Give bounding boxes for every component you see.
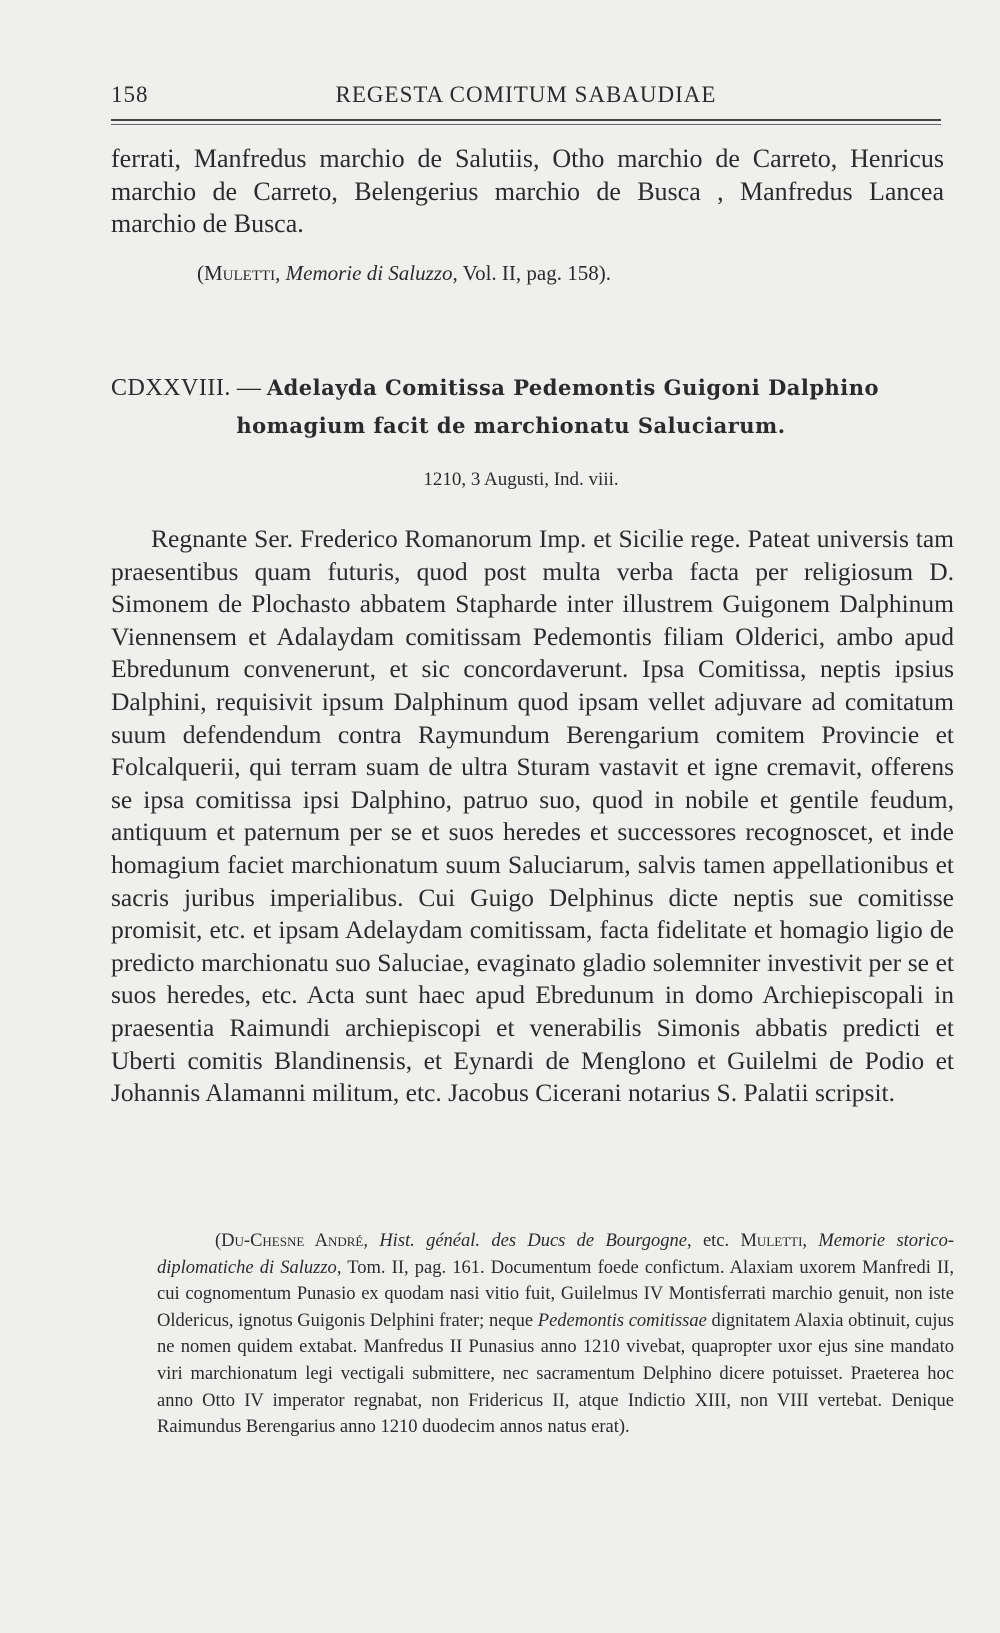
citation-work: Memorie di Saluzzo xyxy=(285,261,453,285)
page-header xyxy=(111,82,941,112)
citation-rest: , Vol. II, pag. 158). xyxy=(452,261,611,285)
document-paragraph: Regnante Ser. Frederico Romanorum Imp. et Sicilie rege. Pateat universis tam praesentibus quam futuris, quod post multa verba facta per religiosum D. Simonem de Plochasto abbatem Stapharde inter illustrem Guigonem Dalphinum Viennensem et Adalaydam comitissam Pedemontis filiam Olderici, ambo apud Ebredunum convenerunt, et sic concordaverunt. Ipsa Comitissa, neptis ipsius Dalphini, requisivit ipsum Dalphinum quod ipsam vellet adjuvare ad comitatum suum defendendum contra Raymundum Berengarium comitem Provincie et Folcalquerii, qui terram suam de ultra Sturam vastavit et igne cremavit, offerens se ipsa comitissa ipsi Dalphino, patruo suo, quod in nobile et gentile feudum, antiquum et paternum per se et suos heredes et successores recognoscet, et inde homagium faciet marchionatum suum Saluciarum, salvis tamen appellationibus et sacris juribus imperialibus. Cui Guigo Delphinus dicte neptis sue comitisse promisit, etc. et ipsam Adelaydam comitissam, facta fidelitate et homagio ligio de predicto marchionatu suo Saluciae, evaginato gladio solemniter investivit per se et suos heredes, etc. Acta sunt haec apud Ebredunum in domo Archiepiscopali in praesentia Raimundi archiepiscopi et venerabilis Simonis abbatis predicti et Uberti comitis Blandinensis, et Eynardi de Menglono et Guilelmi de Podio et Johannis Alamanni militum, etc. Jacobus Cicerani notarius S. Palatii scripsit. xyxy=(111,524,954,1108)
note-sep2: , xyxy=(802,1231,819,1251)
page-number: 158 xyxy=(111,82,149,107)
document-number: CDXXVIII. xyxy=(111,375,231,401)
note-author2: Muletti xyxy=(740,1231,803,1251)
header-rule-thin xyxy=(111,124,941,125)
note-work1: Hist. généal. des Ducs de Bourgogne xyxy=(379,1231,687,1251)
document-date: 1210, 3 Augusti, Ind. viii. xyxy=(423,469,619,490)
heading-dash: — xyxy=(236,375,261,401)
note-sep1: , xyxy=(363,1231,380,1251)
previous-entry-citation: (Muletti, Memorie di Saluzzo, Vol. II, pag. 158). xyxy=(197,261,611,285)
note-work3: Pedemontis comitissae xyxy=(537,1310,707,1331)
previous-entry-text xyxy=(111,143,944,241)
running-title: REGESTA COMITUM SABAUDIAE xyxy=(335,82,717,107)
document-text xyxy=(111,523,954,1110)
editorial-note xyxy=(157,1228,954,1441)
previous-entry-paragraph: ferrati, Manfredus marchio de Salutiis, Otho marchio de Carreto, Henricus marchio de Carreto, Belengerius marchio de Busca , Manfredus Lancea marchio de Busca. xyxy=(111,144,944,238)
citation-author: Muletti xyxy=(204,261,276,285)
document-title-line2: homagium facit de marchionatu Saluciarum. xyxy=(236,413,786,438)
header-rule xyxy=(111,119,941,121)
note-open-paren: ( xyxy=(215,1231,222,1251)
note-author1: Du-Chesne André xyxy=(221,1231,364,1251)
note-work2: Memorie storico-diplomatiche di Saluzzo xyxy=(157,1231,955,1278)
document-heading xyxy=(111,369,951,445)
note-mid1: , etc. xyxy=(687,1231,741,1251)
note-rest: dignitatem Alaxia obtinuit, cujus ne nomen quidem extabat. Manfredus II Punasius anno 1210 vivebat, quapropter uxor ejus sine mandato viri marchionatum legi vectigali submittere, nec sacramentum Delphino dicere potuisset. Praeterea hoc anno Otto IV imperator regnabat, non Fridericus II, atque Indictio XIII, non VIII vertebat. Denique Raimundus Berengarius anno 1210 duodecim annos natus erat). xyxy=(157,1310,954,1438)
document-title-line1: Adelayda Comitissa Pedemontis Guigoni Dalphino xyxy=(266,375,880,400)
note-mid2: , Tom. II, pag. 161. Documentum foede confictum. Alaxiam uxorem Manfredi II, cui cognomentum Punasio ex quodam nasi vitio fuit, Guilelmus IV Montisferrati marchio genuit, non iste Oldericus, ignotus Guigonis Delphini frater; neque xyxy=(157,1257,954,1331)
